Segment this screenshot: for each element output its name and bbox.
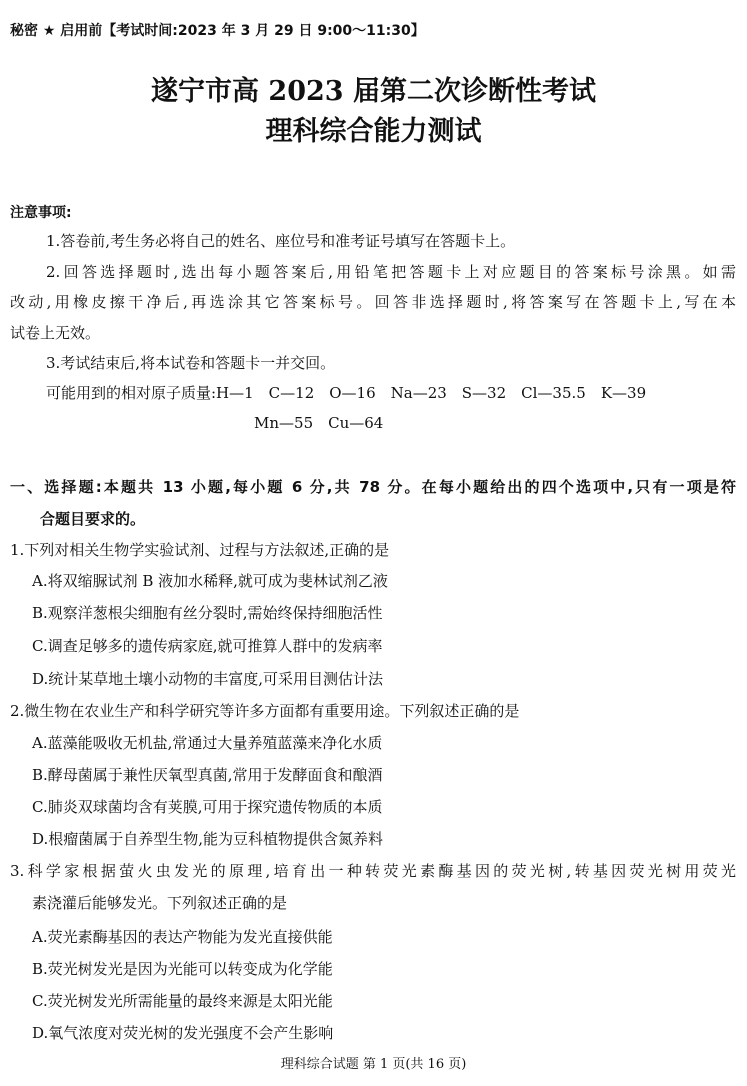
question-3-option-b: B.荧光树发光是因为光能可以转变成为化学能 xyxy=(32,960,333,978)
confidential-header: 秘密 ★ 启用前【考试时间:2023 年 3 月 29 日 9:00～11:30】 xyxy=(10,23,425,39)
question-1-option-b: B.观察洋葱根尖细胞有丝分裂时,需始终保持细胞活性 xyxy=(32,604,383,622)
note-item-2-line-2: 改动,用橡皮擦干净后,再选涂其它答案标号。回答非选择题时,将答案写在答题卡上,写在本 xyxy=(10,293,736,311)
section-heading-line-1: 一、选择题:本题共 13 小题,每小题 6 分,共 78 分。在每小题给出的四个选项中,只有一项是符 xyxy=(10,478,736,496)
question-3-option-c: C.荧光树发光所需能量的最终来源是太阳光能 xyxy=(32,992,333,1010)
question-1-option-a: A.将双缩脲试剂 B 液加水稀释,就可成为斐林试剂乙液 xyxy=(32,572,388,590)
question-2-option-d: D.根瘤菌属于自养型生物,能为豆科植物提供含氮养料 xyxy=(32,830,384,848)
note-item-3: 3.考试结束后,将本试卷和答题卡一并交回。 xyxy=(46,354,336,372)
question-1-stem: 1.下列对相关生物学实验试剂、过程与方法叙述,正确的是 xyxy=(10,541,390,559)
page-footer: 理科综合试题 第 1 页(共 16 页) xyxy=(280,1057,467,1072)
question-3-option-d: D.氧气浓度对荧光树的发光强度不会产生影响 xyxy=(32,1024,334,1042)
question-2-option-c: C.肺炎双球菌均含有荚膜,可用于探究遗传物质的本质 xyxy=(32,798,383,816)
notes-heading: 注意事项: xyxy=(10,205,72,221)
question-2-option-a: A.蓝藻能吸收无机盐,常通过大量养殖蓝藻来净化水质 xyxy=(32,734,383,752)
question-3-stem-line-1: 3.科学家根据萤火虫发光的原理,培育出一种转荧光素酶基因的荧光树,转基因荧光树用荧光 xyxy=(10,862,736,880)
note-item-2-line-1: 2.回答选择题时,选出每小题答案后,用铅笔把答题卡上对应题目的答案标号涂黑。如需 xyxy=(46,263,736,281)
exam-subtitle: 理科综合能力测试 xyxy=(265,116,482,147)
note-item-2-line-3: 试卷上无效。 xyxy=(10,324,101,342)
atomic-mass-line-2: Mn—55 Cu—64 xyxy=(254,414,384,432)
question-1-option-d: D.统计某草地土壤小动物的丰富度,可采用目测估计法 xyxy=(32,670,384,688)
question-2-stem: 2.微生物在农业生产和科学研究等许多方面都有重要用途。下列叙述正确的是 xyxy=(10,702,520,720)
question-3-stem-line-2: 素浇灌后能够发光。下列叙述正确的是 xyxy=(32,894,288,912)
section-heading-line-2: 合题目要求的。 xyxy=(40,510,146,528)
note-item-1: 1.答卷前,考生务必将自己的姓名、座位号和准考证号填写在答题卡上。 xyxy=(46,232,516,250)
question-1-option-c: C.调查足够多的遗传病家庭,就可推算人群中的发病率 xyxy=(32,637,383,655)
question-2-option-b: B.酵母菌属于兼性厌氧型真菌,常用于发酵面食和酿酒 xyxy=(32,766,383,784)
question-3-option-a: A.荧光素酶基因的表达产物能为发光直接供能 xyxy=(32,928,333,946)
exam-title: 遂宁市高 2023 届第二次诊断性考试 xyxy=(151,76,596,107)
atomic-mass-line-1: 可能用到的相对原子质量:H—1 C—12 O—16 Na—23 S—32 Cl—35.5 K—39 xyxy=(46,384,647,402)
